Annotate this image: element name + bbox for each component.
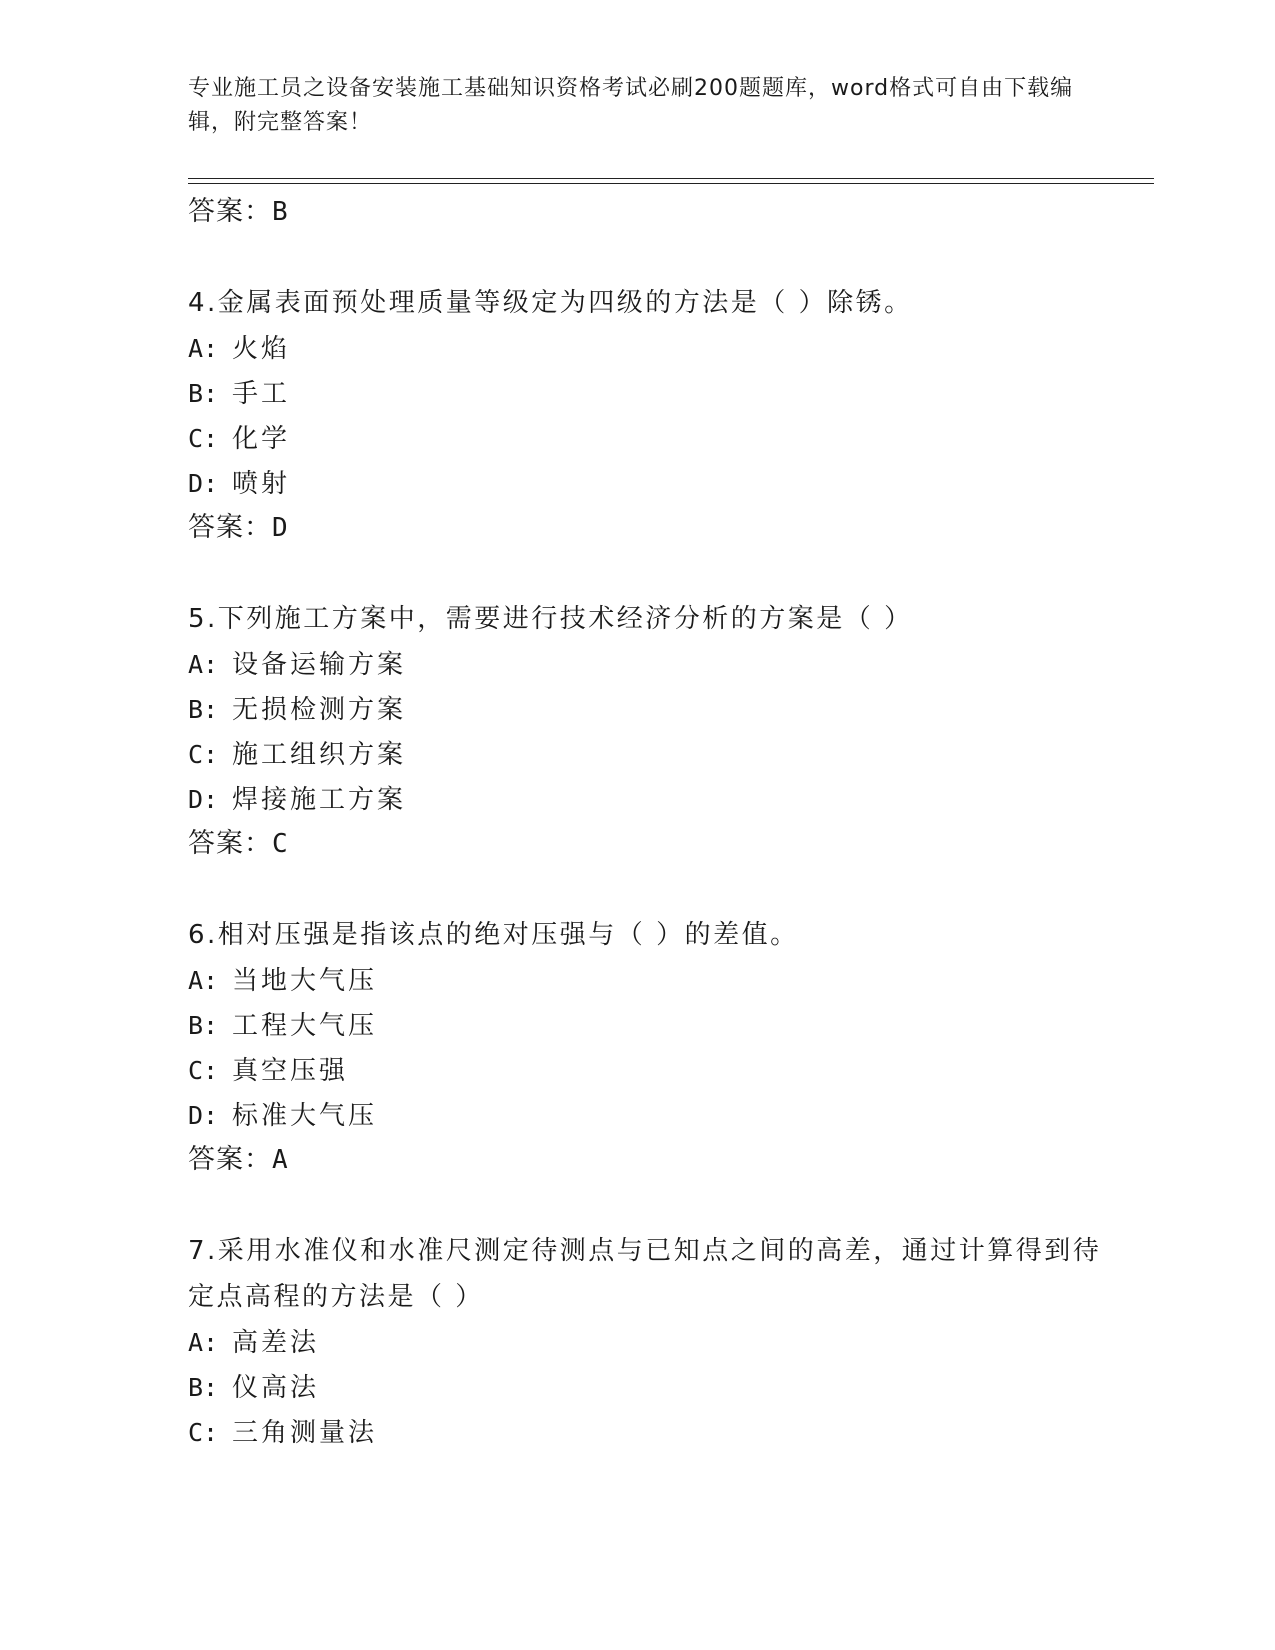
option-text: 手工 — [232, 379, 291, 409]
option-text: 真空压强 — [232, 1056, 349, 1086]
option-letter: D: — [188, 469, 219, 498]
option-letter: A: — [188, 650, 219, 679]
document-body — [188, 190, 1108, 1455]
option-b — [188, 687, 1108, 732]
option-c — [188, 1410, 1108, 1455]
answer-line — [188, 190, 1108, 234]
option-letter: C: — [188, 1418, 219, 1447]
option-text: 高差法 — [232, 1328, 320, 1358]
option-text: 标准大气压 — [232, 1101, 378, 1131]
option-letter: C: — [188, 1056, 219, 1085]
option-d — [188, 461, 1108, 506]
answer-value: C — [272, 829, 289, 859]
document-header: 专业施工员之设备安装施工基础知识资格考试必刷200题题库，word格式可自由下载编辑，附完整答案！ — [188, 76, 1074, 135]
option-text: 设备运输方案 — [232, 650, 407, 680]
option-letter: B: — [188, 695, 219, 724]
option-letter: A: — [188, 966, 219, 995]
option-text: 仪高法 — [232, 1373, 320, 1403]
answer-value: D — [272, 513, 289, 543]
option-d — [188, 1093, 1108, 1138]
option-letter: A: — [188, 334, 219, 363]
option-letter: B: — [188, 379, 219, 408]
question-item — [188, 912, 1108, 1182]
option-letter: A: — [188, 1328, 219, 1357]
option-a — [188, 642, 1108, 687]
option-text: 三角测量法 — [232, 1418, 378, 1448]
option-text: 焊接施工方案 — [232, 785, 407, 815]
question-text: 6.相对压强是指该点的绝对压强与（ ）的差值。 — [188, 920, 799, 950]
option-b — [188, 371, 1108, 416]
answer-line — [188, 822, 1108, 866]
option-text: 施工组织方案 — [232, 740, 407, 770]
option-a — [188, 958, 1108, 1003]
option-text: 化学 — [232, 424, 291, 454]
answer-value: A — [272, 1145, 289, 1175]
question-item — [188, 1228, 1108, 1455]
option-d — [188, 777, 1108, 822]
option-c — [188, 416, 1108, 461]
question-item — [188, 280, 1108, 550]
answer-label: 答案： — [188, 512, 272, 543]
option-b — [188, 1365, 1108, 1410]
option-text: 火焰 — [232, 334, 291, 364]
option-letter: C: — [188, 740, 219, 769]
option-c — [188, 732, 1108, 777]
option-b — [188, 1003, 1108, 1048]
question-text: 4.金属表面预处理质量等级定为四级的方法是（ ）除锈。 — [188, 288, 913, 318]
option-text: 喷射 — [232, 469, 291, 499]
option-text: 无损检测方案 — [232, 695, 407, 725]
option-text: 当地大气压 — [232, 966, 378, 996]
question-item — [188, 596, 1108, 866]
question-text: 5.下列施工方案中，需要进行技术经济分析的方案是（ ） — [188, 604, 913, 634]
answer-value: B — [272, 197, 289, 227]
answer-line — [188, 506, 1108, 550]
option-letter: D: — [188, 1101, 219, 1130]
option-c — [188, 1048, 1108, 1093]
answer-label: 答案： — [188, 196, 272, 227]
option-a — [188, 1320, 1108, 1365]
question-text: 7.采用水准仪和水准尺测定待测点与已知点之间的高差，通过计算得到待定点高程的方法是（ ） — [188, 1236, 1102, 1312]
option-letter: B: — [188, 1373, 219, 1402]
answer-label: 答案： — [188, 1144, 272, 1175]
option-text: 工程大气压 — [232, 1011, 378, 1041]
answer-line — [188, 1138, 1108, 1182]
option-a — [188, 326, 1108, 371]
option-letter: C: — [188, 424, 219, 453]
option-letter: D: — [188, 785, 219, 814]
answer-label: 答案： — [188, 828, 272, 859]
header-divider-top — [188, 178, 1154, 179]
header-divider-bottom — [188, 183, 1154, 184]
option-letter: B: — [188, 1011, 219, 1040]
